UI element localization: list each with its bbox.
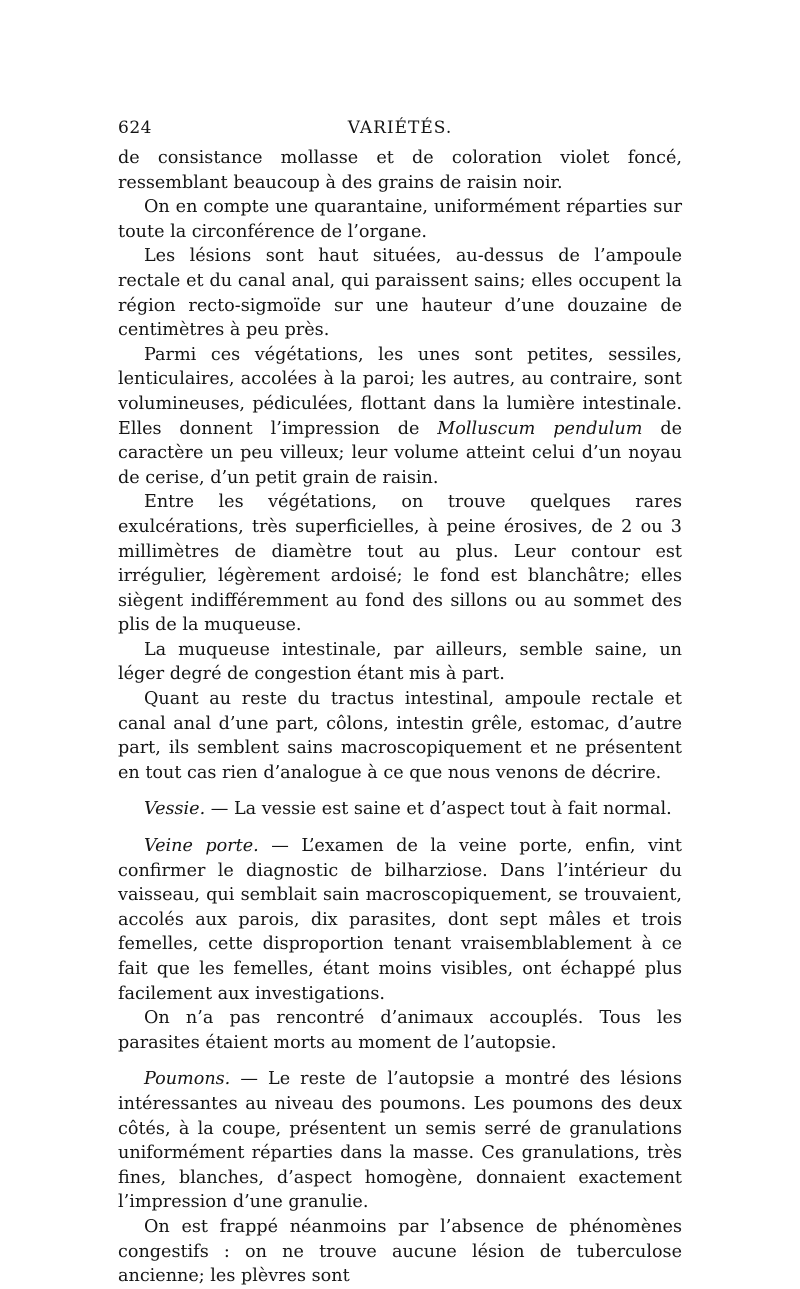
paragraph-text: — L’examen de la veine porte, enfin, vint confirmer le diagnostic de bilharziose. Dans l’intérieur du vaisseau, qui semblait sain macroscopiquement, se trouvaient, accolés aux parois, dix parasites, dont sept mâles et trois femelles, cette disproportion tenant vraisemblablement à ce fait que les femelles, étant moins visibles, ont échappé plus facilement aux investigations. — [118, 836, 682, 1004]
paragraph: Entre les végétations, on trouve quelques rares exulcérations, très superficielles, à peine érosives, de 2 ou 3 millimètres de diamètre tout au plus. Leur contour est irrégulier, légèrement ardoisé; le fond est blanchâtre; elles siègent indifféremment au fond des sillons ou au sommet des plis de la muqueuse. — [118, 492, 682, 636]
section-poumons — [118, 1067, 682, 1215]
italic-term: Molluscum pendulum — [437, 418, 643, 439]
paragraph-text: — Le reste de l’autopsie a montré des lésions intéressantes au niveau des poumons. Les poumons des deux côtés, à la coupe, présentent un semis serré de granulations uniformément réparties dans la masse. Ces granulations, très fines, blanches, d’aspect homogène, donnaient exactement l’impression d’une granulie. — [118, 1069, 682, 1213]
section-heading: Vessie. — [144, 799, 206, 820]
paragraph-text: de caractère un peu villeux; leur volume atteint celui d’un noyau de cerise, d’un petit grain de raisin. — [118, 418, 682, 488]
paragraph: On en compte une quarantaine, uniformément réparties sur toute la circonférence de l’organe. — [118, 197, 682, 242]
paragraph-text: — La vessie est saine et d’aspect tout à fait normal. — [205, 799, 672, 820]
paragraph-text: Parmi ces végétations, les unes sont petites, sessiles, lenticulaires, accolées à la paroi; les autres, au contraire, sont volumineuses, pédiculées, flottant dans la lumière intestinale. Elles donnent l’impression de — [118, 344, 682, 439]
section-heading: Veine porte. — [144, 836, 259, 857]
page-body — [118, 146, 682, 1289]
paragraph: On n’a pas rencontré d’animaux accouplés. Tous les parasites étaient morts au moment de l’autopsie. — [118, 1008, 682, 1053]
section-heading: Poumons. — [144, 1069, 231, 1090]
page-header — [118, 112, 682, 146]
page-number: 624 — [118, 118, 152, 138]
running-title: VARIÉTÉS. — [347, 118, 453, 138]
book-page — [118, 112, 682, 1289]
paragraph — [118, 343, 682, 491]
paragraph: Les lésions sont haut situées, au-dessus de l’ampoule rectale et du canal anal, qui paraissent sains; elles occupent la région recto-sigmoïde sur une hauteur d’une douzaine de centimètres à peu près. — [118, 246, 682, 341]
section-vessie — [118, 797, 682, 822]
paragraph: On est frappé néanmoins par l’absence de phénomènes congestifs : on ne trouve aucune lésion de tuberculose ancienne; les plèvres sont — [118, 1216, 682, 1287]
paragraph-continuation: de consistance mollasse et de coloration violet foncé, ressemblant beaucoup à des grains de raisin noir. — [118, 148, 682, 193]
paragraph: Quant au reste du tractus intestinal, ampoule rectale et canal anal d’une part, côlons, intestin grêle, estomac, d’autre part, ils semblent sains macroscopiquement et ne présentent en tout cas rien d’analogue à ce que nous venons de décrire. — [118, 689, 682, 783]
section-veine-porte — [118, 834, 682, 1006]
paragraph: La muqueuse intestinale, par ailleurs, semble saine, un léger degré de congestion étant mis à part. — [118, 639, 682, 685]
